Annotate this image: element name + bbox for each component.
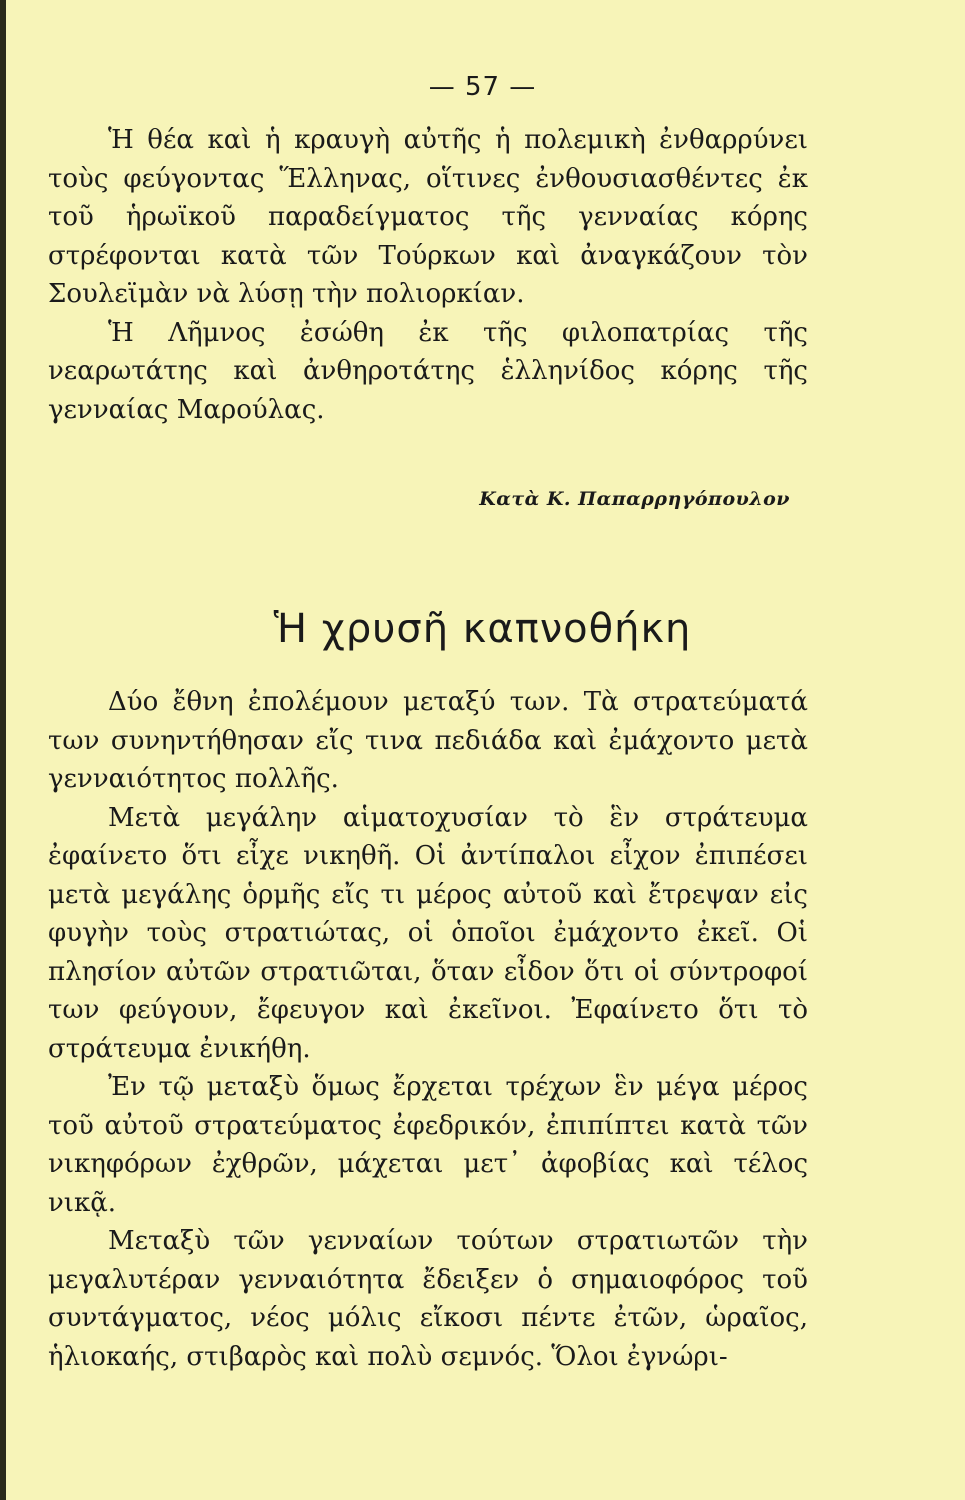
- story2-title: Ἡ χρυσῆ καπνοθήκη: [273, 606, 692, 652]
- story2-paragraph-2: Μετὰ μεγάλην αἱματοχυσίαν τὸ ἓν στράτευμα ἐφαίνετο ὅτι εἶχε νικηθῆ. Οἱ ἀντίπαλοι εἶχον ἐπιπέσει μετὰ μεγάλης ὁρμῆς εἴς τι μέρος αὐτοῦ καὶ ἔτρεψαν εἰς φυγὴν τοὺς στρατιώτας, οἱ ὁποῖοι ἐμάχοντο ἐκεῖ. Οἱ πλησίον αὐτῶν στρατιῶται, ὅταν εἶδον ὅτι οἱ σύντροφοί των φεύγουν, ἔφευγον καὶ ἐκεῖνοι. Ἐφαίνετο ὅτι τὸ στράτευμα ἐνικήθη.: [48, 802, 808, 1064]
- story1-text: [48, 121, 808, 429]
- story2-paragraph-3: Ἐν τῷ μεταξὺ ὅμως ἔρχεται τρέχων ἓν μέγα μέρος τοῦ αὐτοῦ στρατεύματος ἐφεδρικόν, ἐπιπίπτει κατὰ τῶν νικηφόρων ἐχθρῶν, μάχεται μετ᾽ ἀφοβίας καὶ τέλος νικᾷ.: [48, 1072, 808, 1218]
- story2-paragraph-1: Δύο ἔθνη ἐπολέμουν μεταξύ των. Τὰ στρατεύματά των συνηντήθησαν εἴς τινα πεδιάδα καὶ ἐμάχοντο μετὰ γενναιότητος πολλῆς.: [48, 687, 808, 794]
- page-edge: [0, 0, 6, 1500]
- story2-paragraph-4: Μεταξὺ τῶν γενναίων τούτων στρατιωτῶν τὴν μεγαλυτέραν γενναιότητα ἔδειξεν ὁ σημαιοφόρος τοῦ συντάγματος, νέος μόλις εἴκοσι πέντε ἐτῶν, ὡραῖος, ἡλιοκαής, στιβαρὸς καὶ πολὺ σεμνός. Ὅλοι ἐγνώρι-: [48, 1226, 808, 1372]
- story1-paragraph-2: Ἡ Λῆμνος ἐσώθη ἐκ τῆς φιλοπατρίας τῆς νεαρωτάτης καὶ ἀνθηροτάτης ἑλληνίδος κόρης τῆς γενναίας Μαρούλας.: [48, 317, 808, 425]
- story2-text: [48, 683, 808, 1376]
- story1-attribution: Κατὰ Κ. Παπαρρηγόπουλον: [479, 488, 790, 510]
- story1-paragraph-1: Ἡ θέα καὶ ἡ κραυγὴ αὐτῆς ἡ πολεμικὴ ἐνθαρρύνει τοὺς φεύγοντας Ἕλληνας, οἵτινες ἐνθουσιασθέντες ἐκ τοῦ ἡρωϊκοῦ παραδείγματος τῆς γενναίας κόρης στρέφονται κατὰ τῶν Τούρκων καὶ ἀναγκάζουν τὸν Σουλεϊμὰν νὰ λύσῃ τὴν πολιορκίαν.: [48, 125, 808, 309]
- page-number: — 57 —: [428, 72, 537, 102]
